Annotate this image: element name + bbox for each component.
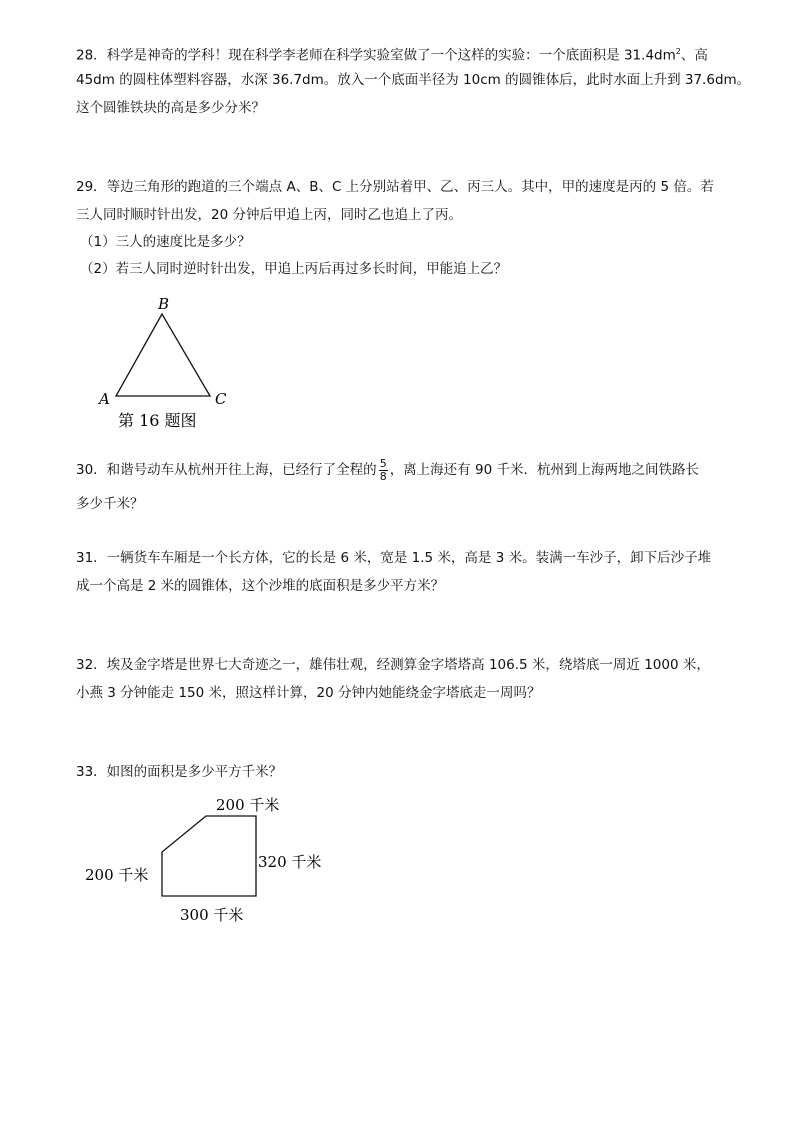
q32-line2: 小燕 3 分钟能走 150 米，照这样计算，20 分钟内她能绕金字塔底走一周吗？ (76, 685, 541, 701)
q29-sub2: （2）若三人同时逆时针出发，甲追上丙后再过多长时间，甲能追上乙？ (80, 261, 508, 277)
q29-sub1: （1）三人的速度比是多少？ (80, 234, 251, 250)
fraction-denominator: 8 (379, 469, 387, 483)
right-side-label: 320 千米 (258, 853, 322, 871)
triangle-shape (116, 314, 210, 396)
pentagon-shape (162, 816, 256, 896)
q28-line1-end: 、高 (680, 47, 708, 64)
vertex-a-label: A (99, 390, 110, 408)
fraction (379, 458, 388, 483)
q31-line2: 成一个高是 2 米的圆锥体，这个沙堆的底面积是多少平方米？ (76, 578, 445, 594)
q29-line2: 三人同时顺时针出发，20 分钟后甲追上丙，同时乙也追上了丙。 (76, 207, 462, 223)
vertex-c-label: C (215, 390, 227, 408)
q30-line1-end: ，离上海还有 90 千米．杭州到上海两地之间铁路长 (389, 462, 699, 478)
q30-line1 (76, 457, 699, 483)
q30-line1-text: 30．和谐号动车从杭州开往上海，已经行了全程的 (76, 462, 377, 478)
q32-line1: 32．埃及金字塔是世界七大奇迹之一，雄伟壮观，经测算金字塔塔高 106.5 米，绕塔底一周近 1000 米， (76, 657, 710, 673)
q28-superscript: 2 (675, 47, 681, 56)
q30-line2: 多少千米？ (76, 496, 144, 512)
q28-line2: 45dm 的圆柱体塑料容器，水深 36.7dm。放入一个底面半径为 10cm 的圆锥体后，此时水面上升到 37.6dm。 (76, 72, 751, 88)
q29-line1: 29．等边三角形的跑道的三个端点 A、B、C 上分别站着甲、乙、丙三人。其中，甲的速度是丙的 5 倍。若 (76, 179, 714, 195)
q31-line1: 31．一辆货车车厢是一个长方体，它的长是 6 米，宽是 1.5 米，高是 3 米。装满一车沙子，卸下后沙子堆 (76, 550, 712, 566)
figure-caption: 第 16 题图 (118, 411, 197, 430)
left-side-label: 200 千米 (85, 866, 149, 884)
q28-line1-text: 28．科学是神奇的学科！现在科学李老师在科学实验室做了一个这样的实验：一个底面积是 31.4dm (76, 47, 676, 64)
fraction-numerator: 5 (379, 456, 387, 470)
top-side-label: 200 千米 (216, 796, 280, 814)
q33-line1: 33．如图的面积是多少平方千米？ (76, 764, 283, 780)
triangle-figure (90, 288, 250, 438)
pentagon-figure (80, 790, 340, 935)
q28-line1 (76, 42, 708, 66)
q28-line3: 这个圆锥铁块的高是多少分米？ (76, 100, 265, 116)
bottom-side-label: 300 千米 (180, 906, 244, 924)
vertex-b-label: B (158, 295, 170, 313)
